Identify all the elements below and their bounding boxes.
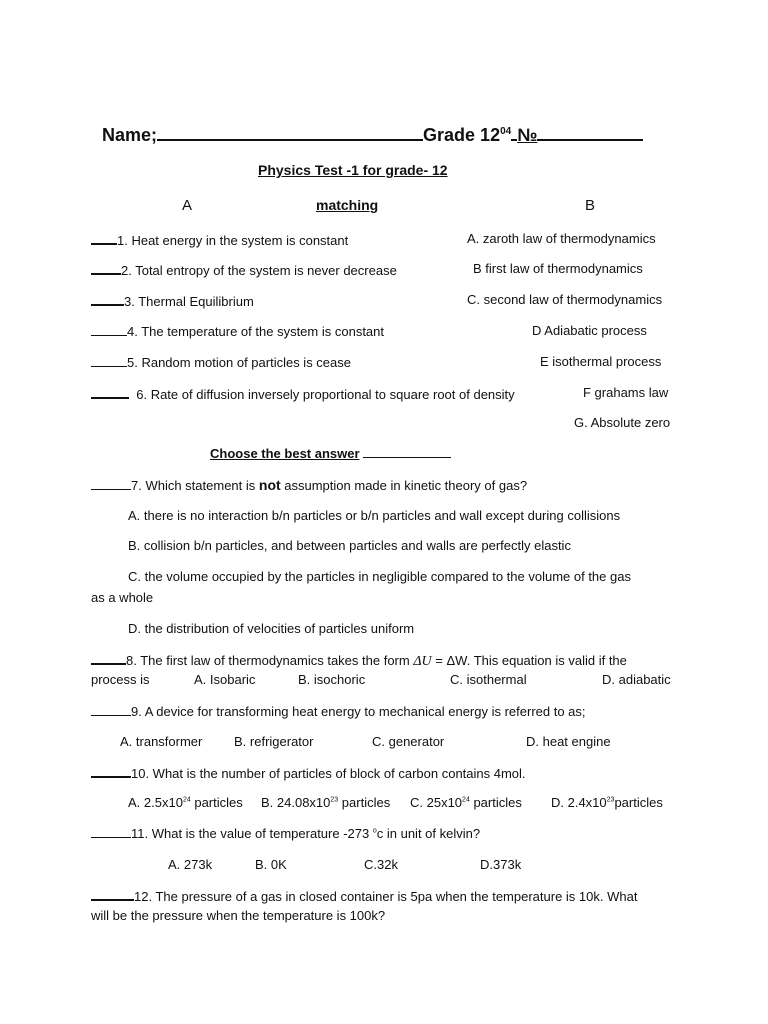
q10-option-b: B. $24.08x10^{23}$ particles: [261, 795, 391, 810]
q8-option-d: D. adiabatic: [602, 672, 671, 687]
q9-option-a: A. transformer: [120, 734, 203, 749]
q8-option-b: B. isochoric: [298, 672, 366, 687]
grade-sup: 04: [500, 126, 512, 137]
column-a-heading: A: [182, 197, 193, 214]
match-item-6: [91, 385, 515, 403]
answer-blank[interactable]: [91, 651, 126, 665]
match-option-a: A. zaroth law of thermodynamics: [467, 231, 656, 246]
answer-blank[interactable]: [91, 477, 131, 490]
answer-blank[interactable]: [91, 764, 131, 778]
q7-option-c-cont: as a whole: [91, 590, 154, 605]
answer-blank[interactable]: [91, 703, 131, 716]
match-option-e: E isothermal process: [540, 354, 662, 369]
q8-line2: process is: [91, 672, 150, 687]
match-item-text: 1. Heat energy in the system is constant: [117, 233, 349, 248]
question-8: 8. The first law of thermodynamics takes the form ΔU = ΔW. This equation is valid if the: [91, 651, 627, 670]
q9-option-d: D. heat engine: [526, 734, 611, 749]
column-b-heading: B: [585, 197, 596, 214]
match-item-text: 5. Random motion of particles is cease: [127, 355, 351, 370]
answer-blank[interactable]: [91, 323, 127, 336]
q7-option-b: B. collision b/n particles, and between particles and walls are perfectly elastic: [128, 538, 571, 553]
matching-heading: matching: [316, 197, 379, 213]
question-10: 10. What is the number of particles of block of carbon contains 4mol.: [91, 764, 526, 782]
question-12-cont: will be the pressure when the temperature is 100k?: [91, 908, 386, 923]
q8-option-a: A. Isobaric: [194, 672, 256, 687]
answer-blank[interactable]: [91, 385, 129, 399]
question-7: 7. Which statement is not assumption made in kinetic theory of gas?: [91, 477, 527, 494]
number-label: №: [517, 125, 538, 145]
match-item-text: 3. Thermal Equilibrium: [124, 294, 254, 309]
answer-blank[interactable]: [91, 292, 124, 306]
q11-option-b: B. 0K: [255, 857, 287, 872]
q9-option-b: B. refrigerator: [234, 734, 314, 749]
q8-option-c: C. isothermal: [450, 672, 527, 687]
match-item-5: [91, 354, 351, 371]
q10-option-d: D. $2.4x10^{23}particles$: [551, 795, 663, 810]
q11-option-d: D.373k: [480, 857, 522, 872]
match-option-c: C. second law of thermodynamics: [467, 292, 663, 307]
question-9: 9. A device for transforming heat energy to mechanical energy is referred to as;: [91, 703, 586, 720]
q7-option-d: D. the distribution of velocities of particles uniform: [128, 621, 415, 636]
q11-option-c: C.32k: [364, 857, 398, 872]
match-item-3: [91, 292, 254, 310]
match-item-2: [91, 261, 397, 279]
match-item-text: 4. The temperature of the system is constant: [127, 324, 384, 339]
answer-blank[interactable]: [91, 261, 121, 275]
q11-option-a: A. 273k: [168, 857, 213, 872]
match-option-g: G. Absolute zero: [574, 415, 671, 430]
q7-option-c: C. the volume occupied by the particles in negligible compared to the volume of the gas: [128, 569, 631, 584]
answer-blank[interactable]: [91, 887, 134, 901]
answer-blank[interactable]: [91, 825, 131, 838]
match-item-1: [91, 231, 348, 249]
question-11: 11. What is the value of temperature -273 $^o$c in unit of kelvin?: [91, 825, 480, 842]
q10-option-c: C. $25x10^{24}$ particles: [410, 795, 522, 810]
name-blank[interactable]: [157, 127, 423, 141]
grade-label: Grade 12: [423, 125, 501, 145]
section-title: Choose the best answer: [210, 445, 451, 462]
match-option-d: D Adiabatic process: [532, 323, 647, 338]
q7-option-a: A. there is no interaction b/n particles or b/n particles and wall except during collisions: [128, 508, 621, 523]
page-title: Physics Test -1 for grade- 12: [258, 162, 448, 178]
question-12: 12. The pressure of a gas in closed container is 5pa when the temperature is 10k. What: [91, 887, 637, 905]
q10-option-a: A. $2.5x10^{24}$ particles: [128, 795, 243, 810]
match-item-text: 6. Rate of diffusion inversely proportional to square root of density: [136, 387, 515, 402]
match-item-text: 2. Total entropy of the system is never decrease: [121, 263, 397, 278]
name-label: Name;: [102, 125, 158, 145]
match-option-f: F grahams law: [583, 385, 669, 400]
q9-option-c: C. generator: [372, 734, 445, 749]
number-blank[interactable]: [537, 127, 643, 141]
match-item-4: [91, 323, 384, 340]
header-line: [102, 124, 643, 146]
match-option-b: B first law of thermodynamics: [473, 261, 643, 276]
answer-blank[interactable]: [91, 231, 117, 245]
answer-blank[interactable]: [91, 354, 127, 367]
